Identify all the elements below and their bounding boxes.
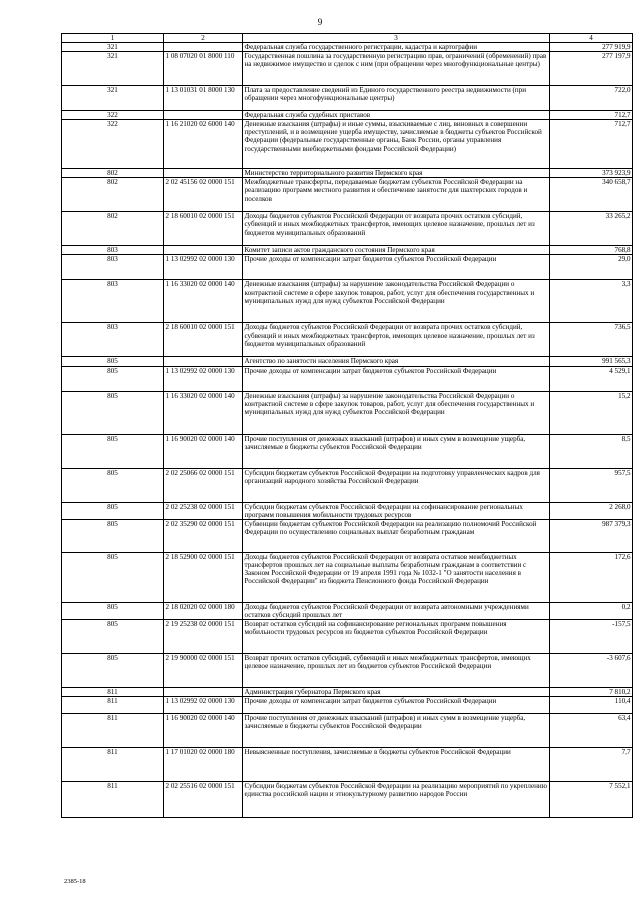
budget-code-cell: 2 02 35290 02 0000 151 xyxy=(164,519,243,552)
admin-code-cell: 321 xyxy=(62,52,164,86)
admin-code-cell: 811 xyxy=(62,697,164,714)
revenue-name-cell: Прочие поступления от денежных взысканий (штрафов) и иных сумм в возмещение ущерба, зачисляемые в бюджеты субъектов Российской Федерации xyxy=(243,434,550,468)
amount-cell: -157,5 xyxy=(550,619,633,653)
admin-code-cell: 805 xyxy=(62,502,164,519)
amount-cell: 29,0 xyxy=(550,255,633,280)
table-row xyxy=(62,502,633,519)
admin-code-cell: 803 xyxy=(62,323,164,357)
revenue-name-cell: Государственная пошлина за государственную регистрацию прав, ограничений (обременений) прав на недвижимое имущество и сделок с ним (при обращении через многофункциональные центры) xyxy=(243,52,550,86)
admin-code-cell: 805 xyxy=(62,619,164,653)
table-row xyxy=(62,782,633,818)
admin-code-cell: 803 xyxy=(62,255,164,280)
admin-code-cell: 322 xyxy=(62,120,164,169)
budget-code-cell xyxy=(164,246,243,255)
header-col-1: 1 xyxy=(62,34,164,43)
amount-cell: 110,4 xyxy=(550,697,633,714)
budget-code-cell: 2 02 25516 02 0000 151 xyxy=(164,782,243,818)
amount-cell: 991 565,3 xyxy=(550,357,633,366)
table-row xyxy=(62,120,633,169)
amount-cell: 63,4 xyxy=(550,714,633,748)
table-row xyxy=(62,52,633,86)
budget-code-cell: 2 18 02020 02 0000 180 xyxy=(164,602,243,619)
admin-code-cell: 811 xyxy=(62,687,164,696)
table-row xyxy=(62,357,633,366)
revenue-name-cell: Министерство территориального развития Пермского края xyxy=(243,169,550,178)
revenue-name-cell: Денежные взыскания (штрафы) за нарушение законодательства Российской Федерации о контрактной системе в сфере закупок товаров, работ, услуг для обеспечения государственных и муниципальных нужд для нужд субъектов Российской Федерации xyxy=(243,391,550,434)
amount-cell: 7 552,1 xyxy=(550,782,633,818)
revenue-name-cell: Агентство по занятости населения Пермского края xyxy=(243,357,550,366)
budget-code-cell: 2 02 25238 02 0000 151 xyxy=(164,502,243,519)
budget-code-cell xyxy=(164,43,243,52)
admin-code-cell: 803 xyxy=(62,246,164,255)
table-row xyxy=(62,697,633,714)
budget-code-cell: 1 13 01031 01 8000 130 xyxy=(164,86,243,111)
budget-code-cell: 2 18 52900 02 0000 151 xyxy=(164,552,243,602)
budget-code-cell: 1 16 33020 02 0000 140 xyxy=(164,280,243,323)
budget-code-cell xyxy=(164,169,243,178)
table-row xyxy=(62,43,633,52)
admin-code-cell: 321 xyxy=(62,86,164,111)
budget-revenue-table xyxy=(61,33,633,818)
amount-cell: 768,8 xyxy=(550,246,633,255)
revenue-name-cell: Субвенции бюджетам субъектов Российской Федерации на реализацию полномочий Российской Федерации по осуществлению социальных выплат безработным гражданам xyxy=(243,519,550,552)
table-row xyxy=(62,391,633,434)
table-row xyxy=(62,280,633,323)
table-row xyxy=(62,86,633,111)
admin-code-cell: 805 xyxy=(62,519,164,552)
table-row xyxy=(62,434,633,468)
table-row xyxy=(62,602,633,619)
revenue-name-cell: Прочие доходы от компенсации затрат бюджетов субъектов Российской Федерации xyxy=(243,255,550,280)
amount-cell: 340 658,7 xyxy=(550,178,633,212)
table-row xyxy=(62,653,633,687)
amount-cell: 15,2 xyxy=(550,391,633,434)
budget-code-cell xyxy=(164,687,243,696)
revenue-name-cell: Доходы бюджетов субъектов Российской Федерации от возврата остатков межбюджетных трансфертов прошлых лет на социальные выплаты безработным гражданам в соответствии с Законом Российской Федерации от 19 апреля 1991 года № 1032-1 "О занятости населения в Российской Федерации" из бюджета Пенсионного фонда Российской Федерации xyxy=(243,552,550,602)
amount-cell: 722,0 xyxy=(550,86,633,111)
budget-code-cell xyxy=(164,111,243,120)
amount-cell: 172,6 xyxy=(550,552,633,602)
budget-code-cell: 2 18 60010 02 0000 151 xyxy=(164,212,243,246)
table-header-row xyxy=(62,34,633,43)
revenue-name-cell: Невыясненные поступления, зачисляемые в бюджеты субъектов Российской Федерации xyxy=(243,748,550,782)
budget-code-cell: 1 17 01020 02 0000 180 xyxy=(164,748,243,782)
table-row xyxy=(62,366,633,391)
amount-cell: 4 529,1 xyxy=(550,366,633,391)
table-row xyxy=(62,178,633,212)
amount-cell: 8,5 xyxy=(550,434,633,468)
header-col-4: 4 xyxy=(550,34,633,43)
budget-code-cell: 2 19 25238 02 0000 151 xyxy=(164,619,243,653)
revenue-name-cell: Комитет записи актов гражданского состояния Пермского края xyxy=(243,246,550,255)
table-row xyxy=(62,748,633,782)
amount-cell: 987 379,3 xyxy=(550,519,633,552)
table-row xyxy=(62,323,633,357)
admin-code-cell: 811 xyxy=(62,748,164,782)
revenue-name-cell: Доходы бюджетов субъектов Российской Федерации от возврата прочих остатков субсидий, субвенций и иных межбюджетных трансфертов, имеющих целевое назначение, прошлых лет из бюджетов муниципальных образований xyxy=(243,212,550,246)
admin-code-cell: 811 xyxy=(62,782,164,818)
footer-code: 2385-18 xyxy=(64,878,86,885)
table-row xyxy=(62,687,633,696)
admin-code-cell: 805 xyxy=(62,468,164,502)
table-row xyxy=(62,468,633,502)
admin-code-cell: 805 xyxy=(62,602,164,619)
admin-code-cell: 805 xyxy=(62,357,164,366)
table-row xyxy=(62,714,633,748)
budget-code-cell: 2 19 90000 02 0000 151 xyxy=(164,653,243,687)
table-row xyxy=(62,212,633,246)
amount-cell: 957,5 xyxy=(550,468,633,502)
budget-code-cell: 1 13 02992 02 0000 130 xyxy=(164,366,243,391)
amount-cell: 7,7 xyxy=(550,748,633,782)
admin-code-cell: 321 xyxy=(62,43,164,52)
budget-code-cell: 2 18 60010 02 0000 151 xyxy=(164,323,243,357)
budget-code-cell: 2 02 25066 02 0000 151 xyxy=(164,468,243,502)
budget-code-cell: 2 02 45156 02 0000 151 xyxy=(164,178,243,212)
admin-code-cell: 322 xyxy=(62,111,164,120)
admin-code-cell: 805 xyxy=(62,391,164,434)
admin-code-cell: 805 xyxy=(62,552,164,602)
revenue-name-cell: Межбюджетные трансферты, передаваемые бюджетам субъектов Российской Федерации на реализацию программ местного развития и обеспечение занятости для шахтерских городов и поселков xyxy=(243,178,550,212)
amount-cell: 3,3 xyxy=(550,280,633,323)
table-row xyxy=(62,169,633,178)
revenue-name-cell: Денежные взыскания (штрафы) за нарушение законодательства Российской Федерации о контрактной системе в сфере закупок товаров, работ, услуг для обеспечения государственных и муниципальных нужд для нужд субъектов Российской Федерации xyxy=(243,280,550,323)
header-col-2: 2 xyxy=(164,34,243,43)
admin-code-cell: 802 xyxy=(62,178,164,212)
revenue-name-cell: Федеральная служба государственного регистрации, кадастра и картографии xyxy=(243,43,550,52)
budget-code-cell: 1 16 90020 02 0000 140 xyxy=(164,434,243,468)
budget-code-cell: 1 08 07020 01 8000 110 xyxy=(164,52,243,86)
budget-code-cell xyxy=(164,357,243,366)
table-row xyxy=(62,111,633,120)
budget-code-cell: 1 13 02992 02 0000 130 xyxy=(164,255,243,280)
revenue-name-cell: Субсидии бюджетам субъектов Российской Федерации на реализацию мероприятий по укреплению единства российской нации и этнокультурному развитию народов России xyxy=(243,782,550,818)
header-col-3: 3 xyxy=(243,34,550,43)
admin-code-cell: 805 xyxy=(62,366,164,391)
amount-cell: 33 265,2 xyxy=(550,212,633,246)
budget-code-cell: 1 16 33020 02 0000 140 xyxy=(164,391,243,434)
budget-code-cell: 1 13 02992 02 0000 130 xyxy=(164,697,243,714)
amount-cell: -3 607,6 xyxy=(550,653,633,687)
amount-cell: 712,7 xyxy=(550,111,633,120)
revenue-name-cell: Субсидии бюджетам субъектов Российской Федерации на софинансирование региональных программ повышения мобильности трудовых ресурсов xyxy=(243,502,550,519)
revenue-name-cell: Прочие доходы от компенсации затрат бюджетов субъектов Российской Федерации xyxy=(243,366,550,391)
budget-code-cell: 1 16 90020 02 0000 140 xyxy=(164,714,243,748)
revenue-name-cell: Администрация губернатора Пермского края xyxy=(243,687,550,696)
revenue-name-cell: Прочие поступления от денежных взысканий (штрафов) и иных сумм в возмещение ущерба, зачисляемые в бюджеты субъектов Российской Федерации xyxy=(243,714,550,748)
amount-cell: 2 268,0 xyxy=(550,502,633,519)
amount-cell: 0,2 xyxy=(550,602,633,619)
budget-code-cell: 1 16 21020 02 6000 140 xyxy=(164,120,243,169)
page-number: 9 xyxy=(317,17,323,27)
revenue-name-cell: Доходы бюджетов субъектов Российской Федерации от возврата автономными учреждениями остатков субсидий прошлых лет xyxy=(243,602,550,619)
table-row xyxy=(62,519,633,552)
amount-cell: 277 197,9 xyxy=(550,52,633,86)
amount-cell: 7 810,2 xyxy=(550,687,633,696)
amount-cell: 712,7 xyxy=(550,120,633,169)
revenue-name-cell: Плата за предоставление сведений из Единого государственного реестра недвижимости (при обращении через многофункциональные центры) xyxy=(243,86,550,111)
revenue-name-cell: Субсидии бюджетам субъектов Российской Федерации на подготовку управленческих кадров для организаций народного хозяйства Российской Федерации xyxy=(243,468,550,502)
admin-code-cell: 802 xyxy=(62,169,164,178)
amount-cell: 373 923,9 xyxy=(550,169,633,178)
admin-code-cell: 805 xyxy=(62,434,164,468)
admin-code-cell: 803 xyxy=(62,280,164,323)
table-row xyxy=(62,255,633,280)
table-row xyxy=(62,552,633,602)
revenue-name-cell: Возврат прочих остатков субсидий, субвенций и иных межбюджетных трансфертов, имеющих целевое назначение, прошлых лет из бюджетов субъектов Российской Федерации xyxy=(243,653,550,687)
table-row xyxy=(62,246,633,255)
amount-cell: 736,5 xyxy=(550,323,633,357)
revenue-name-cell: Возврат остатков субсидий на софинансирование региональных программ повышения мобильности трудовых ресурсов из бюджетов субъектов Российской Федерации xyxy=(243,619,550,653)
revenue-name-cell: Доходы бюджетов субъектов Российской Федерации от возврата прочих остатков субсидий, субвенций и иных межбюджетных трансфертов, имеющих целевое назначение, прошлых лет из бюджетов муниципальных образований xyxy=(243,323,550,357)
admin-code-cell: 811 xyxy=(62,714,164,748)
amount-cell: 277 919,9 xyxy=(550,43,633,52)
revenue-name-cell: Федеральная служба судебных приставов xyxy=(243,111,550,120)
admin-code-cell: 805 xyxy=(62,653,164,687)
revenue-name-cell: Денежные взыскания (штрафы) и иные суммы, взыскиваемые с лиц, виновных в совершении преступлений, и в возмещение ущерба имуществу, зачисляемые в бюджеты субъектов Российской Федерации (федеральные государственные органы, Банк России, органы управления государственными внебюджетными фондами Российской Федерации) xyxy=(243,120,550,169)
admin-code-cell: 802 xyxy=(62,212,164,246)
table-row xyxy=(62,619,633,653)
revenue-name-cell: Прочие доходы от компенсации затрат бюджетов субъектов Российской Федерации xyxy=(243,697,550,714)
